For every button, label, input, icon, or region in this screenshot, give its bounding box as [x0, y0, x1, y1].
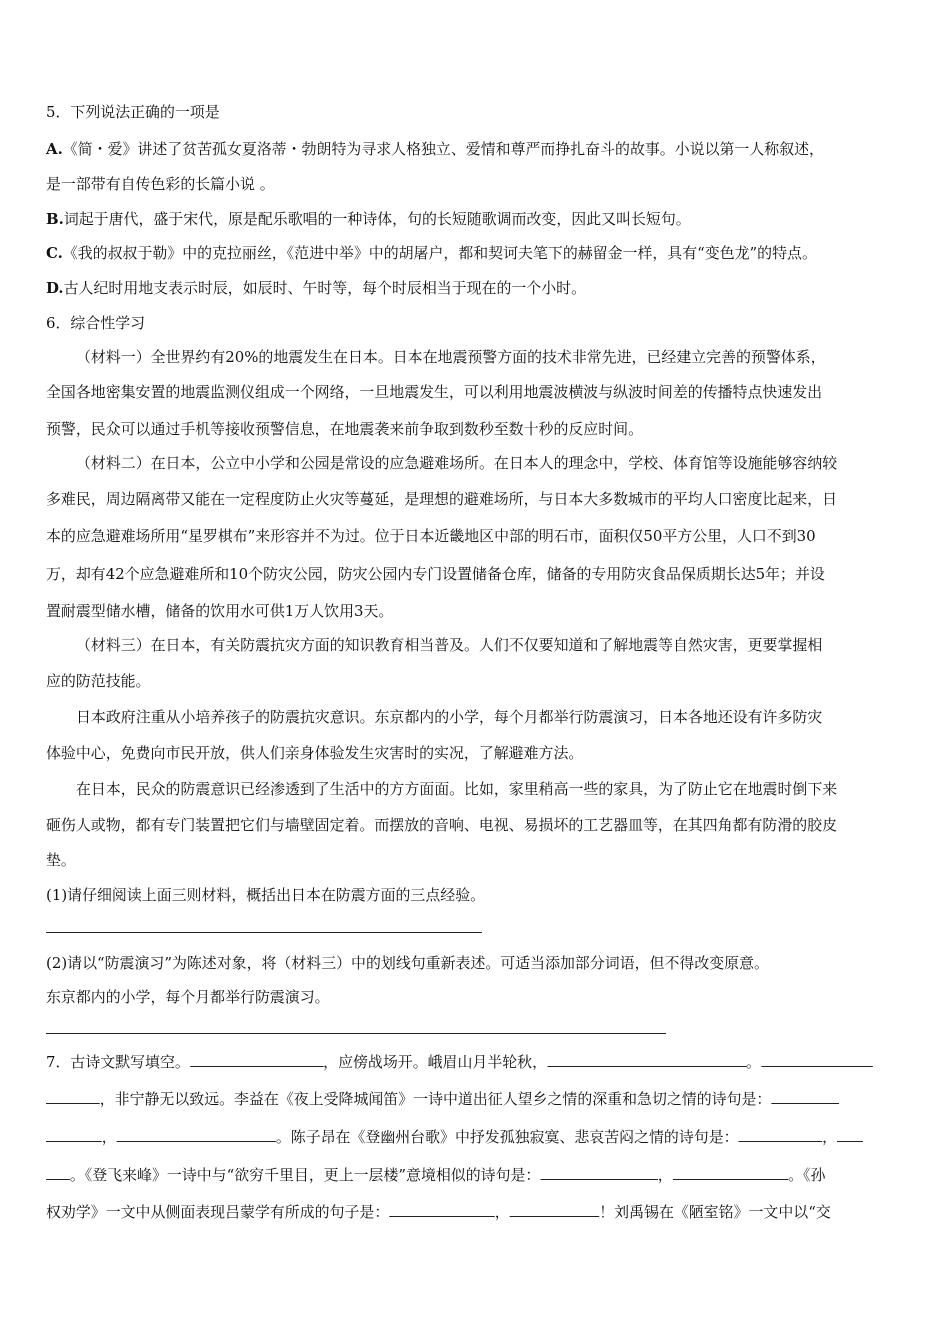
q7-text: ，非宁静无以致远。李益在《夜上受降城闻笛》一诗中道出征人望乡之情的深重和急切之情的诗句是：: [99, 1090, 772, 1108]
blank[interactable]: [389, 1202, 494, 1217]
option-c-label: C.: [46, 244, 63, 262]
material-2-line: 本的应急避难场所用“星罗棋布”来形容并不为过。位于日本近畿地区中部的明石市，面积仅50平方公里，人口不到30: [46, 527, 816, 545]
option-c-text: 《我的叔叔于勒》中的克拉丽丝，《范进中举》中的胡屠户，都和契诃夫笔下的赫留金一样，具有“变色龙”的特点。: [62, 244, 817, 262]
blank[interactable]: [837, 1127, 863, 1142]
material-3-line: 应的防范技能。: [46, 672, 151, 690]
q7-text: 7．古诗文默写填空。: [46, 1053, 190, 1071]
q7-line-3: [46, 1127, 910, 1147]
q6-sub2: (2)请以“防震演习”为陈述对象，将（材料三）中的划线句重新表述。可适当添加部分词语，但不得改变原意。: [46, 954, 769, 972]
q5-option-d: [46, 278, 910, 298]
q7-text: ，: [101, 1128, 117, 1146]
blank[interactable]: [540, 1165, 657, 1180]
material-3-line: 砸伤人或物，都有专门装置把它们与墙壁固定着。而摆放的音响、电视、易损坏的工艺器皿等，在其四角都有防滑的胶皮: [46, 816, 838, 834]
q7-text: ，: [822, 1128, 838, 1146]
material-1-line: 预警，民众可以通过手机等接收预警信息，在地震袭来前争取到数秒至数十秒的反应时间。: [46, 420, 644, 438]
q7-line-2: [46, 1089, 910, 1109]
q5-stem: 5．下列说法正确的一项是: [46, 103, 220, 121]
option-b-text: 词起于唐代，盛于宋代，原是配乐歌唱的一种诗体，句的长短随歌调而改变，因此又叫长短句。: [63, 210, 691, 228]
q7-text: ，: [657, 1166, 673, 1184]
q7-text: 。《孙: [788, 1166, 826, 1184]
q7-line-5: [46, 1202, 910, 1222]
q7-text: ，应傍战场开。峨眉山月半轮秋，: [323, 1053, 548, 1071]
option-d-text: 古人纪时用地支表示时辰，如辰时、午时等，每个时辰相当于现在的一个小时。: [63, 279, 587, 297]
blank[interactable]: [46, 1127, 102, 1142]
q7-text: 。《登飞来峰》一诗中与“欲穷千里目，更上一层楼”意境相似的诗句是：: [69, 1166, 541, 1184]
blank[interactable]: [510, 1202, 600, 1217]
blank[interactable]: [46, 1165, 70, 1180]
option-a-label: A.: [46, 140, 63, 158]
q7-text: ，: [494, 1203, 510, 1221]
option-d-label: D.: [46, 279, 64, 297]
material-1-line: （材料一）全世界约有20%的地震发生在日本。日本在地震预警方面的技术非常先进，已经建立完善的预警体系，: [76, 348, 826, 366]
q5-option-b: [46, 209, 910, 229]
material-2-line: （材料二）在日本，公立中小学和公园是常设的应急避难场所。在日本人的理念中，学校、体育馆等设施能够容纳较: [76, 454, 838, 472]
blank[interactable]: [117, 1127, 276, 1142]
q5-option-c: [46, 243, 910, 263]
answer-line[interactable]: [46, 932, 482, 933]
blank[interactable]: [771, 1089, 839, 1104]
option-a-text: 《简・爱》讲述了贫苦孤女夏洛蒂・勃朗特为寻求人格独立、爱情和尊严而挣扎奋斗的故事。小说以第一人称叙述，: [62, 140, 824, 158]
option-b-label: B.: [46, 210, 64, 228]
q7-text: 权劝学》一文中从侧面表现吕蒙学有所成的句子是：: [46, 1203, 390, 1221]
q5-option-a-cont: 是一部带有自传色彩的长篇小说 。: [46, 175, 275, 193]
material-2-line: 置耐震型储水槽，储备的饮用水可供1万人饮用3天。: [46, 602, 394, 620]
q7-text: 。: [746, 1053, 761, 1071]
blank[interactable]: [739, 1127, 823, 1142]
material-3-line: 垫。: [46, 851, 76, 869]
blank[interactable]: [46, 1089, 100, 1104]
material-3-underlined-line: 日本政府注重从小培养孩子的防震抗灾意识。东京都内的小学，每个月都举行防震演习，日本各地还设有许多防灾: [76, 708, 823, 726]
blank[interactable]: [673, 1165, 788, 1180]
q6-stem: 6．综合性学习: [46, 314, 146, 332]
blank[interactable]: [761, 1052, 872, 1067]
material-2-line: 多难民，周边隔离带又能在一定程度防止火灾等蔓延，是理想的避难场所，与日本大多数城市的平均人口密度比起来，日: [46, 490, 838, 508]
material-3-line: （材料三）在日本，有关防震抗灾方面的知识教育相当普及。人们不仅要知道和了解地震等自然灾害，更要掌握相: [76, 636, 823, 654]
answer-line[interactable]: [46, 1033, 666, 1034]
q7-line-1: [46, 1052, 910, 1072]
material-2-line: 万，却有42个应急避难所和10个防灾公园，防灾公园内专门设置储备仓库，储备的专用防灾食品保质期长达5年；并设: [46, 565, 825, 583]
q5-option-a: [46, 139, 910, 159]
q7-line-4: [46, 1165, 910, 1185]
blank[interactable]: [547, 1052, 746, 1067]
blank[interactable]: [190, 1052, 323, 1067]
material-1-line: 全国各地密集安置的地震监测仪组成一个网络，一旦地震发生，可以利用地震波横波与纵波时间差的传播特点快速发出: [46, 383, 823, 401]
material-3-line: 体验中心，免费向市民开放，供人们亲身体验发生灾害时的实况，了解避难方法。: [46, 744, 584, 762]
q7-text: ！刘禹锡在《陋室铭》一文中以“交: [599, 1203, 831, 1221]
q6-sub2-given: 东京都内的小学，每个月都举行防震演习。: [46, 988, 330, 1006]
q6-sub1: (1)请仔细阅读上面三则材料，概括出日本在防震方面的三点经验。: [46, 886, 486, 904]
q7-text: 。陈子昂在《登幽州台歌》中抒发孤独寂寞、悲哀苦闷之情的诗句是：: [275, 1128, 739, 1146]
material-3-line: 在日本，民众的防震意识已经渗透到了生活中的方方面面。比如，家里稍高一些的家具，为了防止它在地震时倒下来: [76, 780, 838, 798]
